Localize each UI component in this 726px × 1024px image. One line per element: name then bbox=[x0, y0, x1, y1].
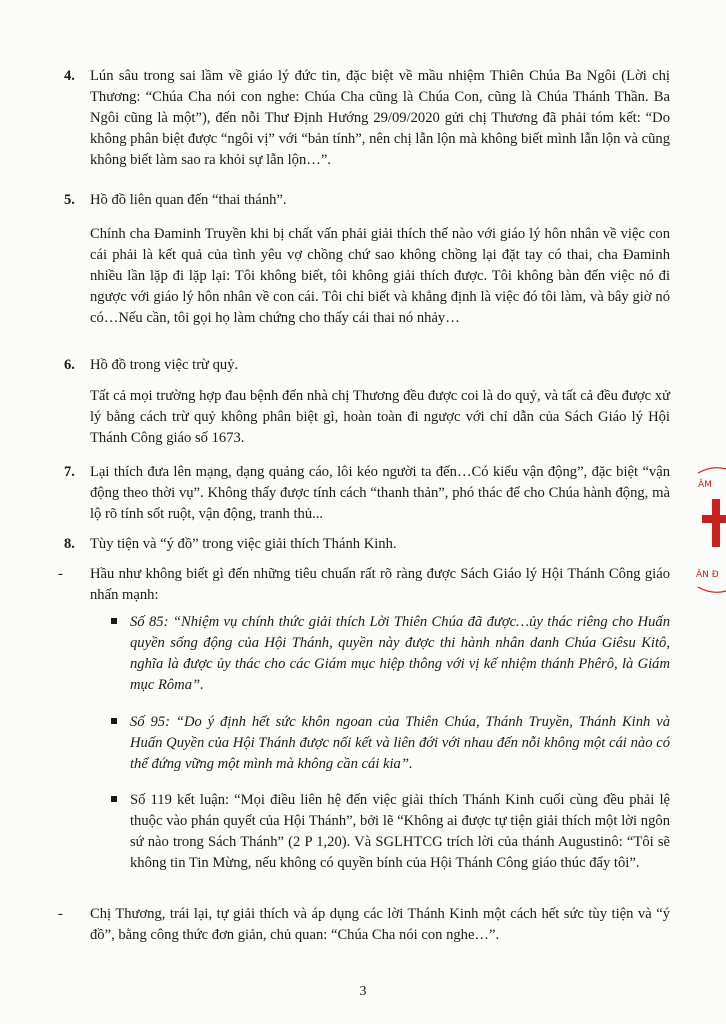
item-8 bbox=[64, 534, 670, 555]
item-6-paragraph bbox=[64, 386, 670, 449]
dash-item bbox=[58, 564, 670, 606]
stamp-bottom-text: ÂN Đ bbox=[696, 570, 719, 580]
item-text: Lại thích đưa lên mạng, dạng quảng cáo, lôi kéo người ta đến…Có kiểu vận động”, đặc biệt “vận động theo thời vụ”. Không thấy được tính cách “thanh thản”, phó thác để cho Chúa hành động, mà lộ rõ tính sốt ruột, vận động, tranh thủ... bbox=[90, 464, 670, 522]
dash-item bbox=[58, 904, 670, 946]
page-number: 3 bbox=[359, 984, 367, 999]
item-text: Lún sâu trong sai lầm về giáo lý đức tin, đặc biệt về mầu nhiệm Thiên Chúa Ba Ngôi (Lời chị Thương: “Chúa Cha nói con nghe: Chúa Cha cũng là Chúa Con, cũng là Chúa Thánh Thần. Ba Ngôi cũng là một”), đến nỗi Thư Định Hướng 29/09/2020 gửi chị Thương đã phải tóm kết: “Do không phân biệt được “ngôi vị” với “bản tính”, nên chị lẫn lộn mà không biết mình lẫn lộn và cũng không biết làm sao ra khỏi sự lẫn lộn…”. bbox=[90, 68, 670, 168]
item-5 bbox=[64, 190, 670, 211]
item-number: 5. bbox=[64, 192, 75, 208]
item-text: Tùy tiện và “ý đồ” trong việc giải thích Thánh Kinh. bbox=[90, 536, 397, 552]
item-number: 4. bbox=[64, 68, 75, 84]
item-text: Hồ đồ liên quan đến “thai thánh”. bbox=[90, 192, 287, 208]
bullet-text: Số 119 kết luận: “Mọi điều liên hệ đến việc giải thích Thánh Kinh cuối cùng đều phải lệ thuộc vào phán quyết của Hội Thánh”, bởi lẽ “Không ai được tự tiện giải thích một lời ngôn sứ nào trong Sách Thánh” (2 P 1,20). Và SGLHTCG trích lời của thánh Augustinô: “Tôi sẽ không tin Tin Mừng, nếu không có quyền bính của Hội Thánh Công giáo thúc đẩy tôi”. bbox=[130, 792, 670, 871]
item-text: Hồ đồ trong việc trừ quỷ. bbox=[90, 357, 239, 373]
dash-marker: - bbox=[58, 566, 63, 582]
item-number: 6. bbox=[64, 357, 75, 373]
item-text: Chị Thương, trái lại, tự giải thích và áp dụng các lời Thánh Kinh một cách hết sức tùy tiện và “ý đồ”, bằng công thức đơn giản, chủ quan: “Chúa Cha nói con nghe…”. bbox=[90, 906, 670, 943]
item-7 bbox=[64, 462, 670, 525]
item-5-paragraph bbox=[64, 224, 670, 329]
item-4 bbox=[64, 66, 670, 171]
bullet-item-119 bbox=[64, 790, 670, 874]
bullet-text: Số 95: “Do ý định hết sức khôn ngoan của Thiên Chúa, Thánh Truyền, Thánh Kinh và Huấn Quyền của Hội Thánh được nối kết và liên đới với nhau đến nỗi không một cái nào có thể đứng vững một mình mà không cần cái kia”. bbox=[130, 714, 670, 772]
item-number: 8. bbox=[64, 536, 75, 552]
dash-marker: - bbox=[58, 906, 63, 922]
item-6 bbox=[64, 355, 670, 376]
square-bullet-icon bbox=[111, 796, 117, 802]
stamp-seal-icon bbox=[690, 465, 726, 595]
stamp-top-text: ÂM bbox=[698, 480, 712, 490]
bullet-text: Số 85: “Nhiệm vụ chính thức giải thích Lời Thiên Chúa đã được…ủy thác riêng cho Huấn quyền sống động của Hội Thánh, quyền này được thi hành nhân danh Chúa Giêsu Kitô, nghĩa là được ủy thác cho các Giám mục hiệp thông với vị kế nhiệm thánh Phêrô, là Giám mục Rôma”. bbox=[130, 614, 670, 693]
paragraph-text: Chính cha Đaminh Truyền khi bị chất vấn phải giải thích thế nào với giáo lý hôn nhân về việc con cái phải là kết quả của tình yêu vợ chồng chứ sao không chồng lại đặt tay có thai, cha Đaminh nhiều lần lặp đi lặp lại: Tôi không biết, tôi không giải thích được. Tôi không bàn đến việc nó đi ngược với giáo lý hôn nhân về con cái. Tôi chỉ biết và khẳng định là việc đó tôi làm, và bây giờ nó có…Nếu cần, tôi gọi họ làm chứng cho thấy cái thai nó nhảy… bbox=[90, 226, 670, 326]
square-bullet-icon bbox=[111, 718, 117, 724]
bullet-item-95 bbox=[64, 712, 670, 775]
item-text: Hầu như không biết gì đến những tiêu chuẩn rất rõ ràng được Sách Giáo lý Hội Thánh Công giáo nhấn mạnh: bbox=[90, 566, 670, 603]
square-bullet-icon bbox=[111, 618, 117, 624]
bullet-item-85 bbox=[64, 612, 670, 696]
item-number: 7. bbox=[64, 464, 75, 480]
paragraph-text: Tất cả mọi trường hợp đau bệnh đến nhà chị Thương đều được coi là do quỷ, và tất cả đều được xử lý bằng cách trừ quỷ không phân biệt gì, hoàn toàn đi ngược với chỉ dẫn của Sách Giáo lý Hội Thánh Công giáo số 1673. bbox=[90, 388, 670, 446]
